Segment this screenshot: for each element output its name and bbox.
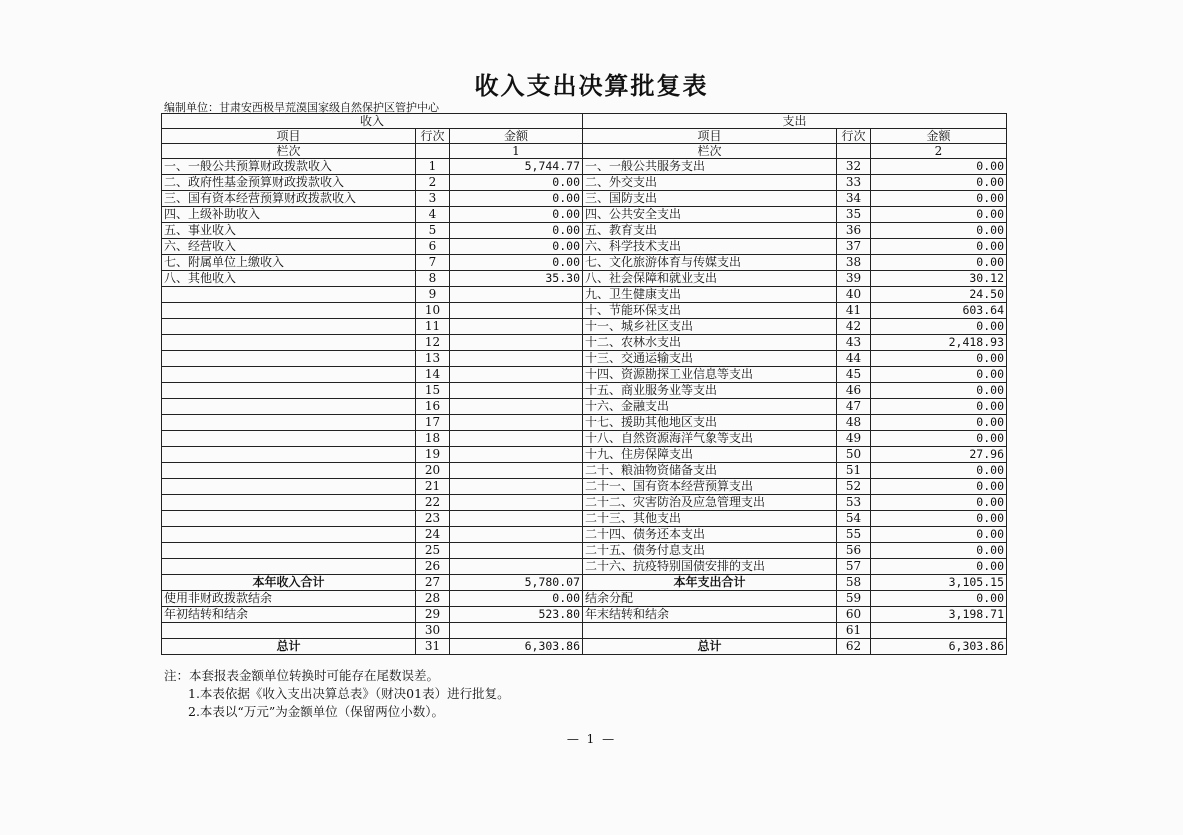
table-row (162, 479, 1007, 495)
income-amount-cell (450, 319, 583, 335)
income-rowno-cell: 2 (416, 175, 450, 191)
table-row (162, 271, 1007, 287)
expense-rowno-cell: 52 (837, 479, 871, 495)
income-amount-cell (450, 351, 583, 367)
expense-item-cell: 十五、商业服务业等支出 (583, 383, 837, 399)
income-amount-cell: 0.00 (450, 255, 583, 271)
income-amount-cell: 6,303.86 (450, 639, 583, 655)
expense-item-cell: 十七、援助其他地区支出 (583, 415, 837, 431)
expense-amount-cell: 24.50 (871, 287, 1007, 303)
expense-amount-cell: 0.00 (871, 319, 1007, 335)
income-item-cell: 一、一般公共预算财政拨款收入 (162, 159, 416, 175)
income-rowno-cell: 16 (416, 399, 450, 415)
expense-amount-cell: 0.00 (871, 383, 1007, 399)
income-rowno-cell: 20 (416, 463, 450, 479)
income-item-header: 项目 (162, 129, 416, 144)
expense-rowno-cell: 40 (837, 287, 871, 303)
income-item-cell (162, 303, 416, 319)
income-rowno-cell: 10 (416, 303, 450, 319)
income-amount-cell (450, 527, 583, 543)
expense-item-cell: 总计 (583, 639, 837, 655)
expense-item-cell: 十六、金融支出 (583, 399, 837, 415)
income-col-blank (416, 144, 450, 159)
income-rowno-cell: 31 (416, 639, 450, 655)
expense-item-cell: 十四、资源勘探工业信息等支出 (583, 367, 837, 383)
income-amount-cell (450, 447, 583, 463)
note-1: 1.本表依据《收入支出决算总表》（财决01表）进行批复。 (188, 686, 510, 701)
income-amount-cell (450, 399, 583, 415)
table-row (162, 463, 1007, 479)
expense-section-header: 支出 (583, 114, 1007, 129)
expense-item-cell: 二十一、国有资本经营预算支出 (583, 479, 837, 495)
income-item-cell (162, 431, 416, 447)
income-item-cell (162, 415, 416, 431)
income-item-cell (162, 319, 416, 335)
income-rowno-cell: 24 (416, 527, 450, 543)
expense-col-blank (837, 144, 871, 159)
income-amount-cell: 0.00 (450, 223, 583, 239)
table-row (162, 575, 1007, 591)
expense-item-cell: 本年支出合计 (583, 575, 837, 591)
table-row (162, 255, 1007, 271)
expense-amount-cell: 0.00 (871, 207, 1007, 223)
table-row (162, 447, 1007, 463)
table-row (162, 223, 1007, 239)
expense-rowno-cell: 35 (837, 207, 871, 223)
table-row (162, 383, 1007, 399)
expense-rowno-cell: 56 (837, 543, 871, 559)
income-rowno-cell: 30 (416, 623, 450, 639)
expense-rowno-cell: 57 (837, 559, 871, 575)
expense-amount-cell: 0.00 (871, 191, 1007, 207)
income-item-cell: 总计 (162, 639, 416, 655)
income-rowno-cell: 18 (416, 431, 450, 447)
income-amount-cell (450, 463, 583, 479)
income-rowno-cell: 23 (416, 511, 450, 527)
income-amount-cell (450, 367, 583, 383)
expense-rowno-cell: 50 (837, 447, 871, 463)
table-row (162, 319, 1007, 335)
note-2: 2.本表以“万元”为金额单位（保留两位小数）。 (188, 704, 444, 719)
column-index-row (162, 144, 1007, 159)
expense-rowno-cell: 39 (837, 271, 871, 287)
expense-amount-cell: 0.00 (871, 559, 1007, 575)
income-item-cell: 七、附属单位上缴收入 (162, 255, 416, 271)
expense-item-cell: 二十六、抗疫特别国债安排的支出 (583, 559, 837, 575)
expense-amount-cell: 0.00 (871, 591, 1007, 607)
table-row (162, 527, 1007, 543)
income-amount-cell (450, 431, 583, 447)
income-rowno-cell: 21 (416, 479, 450, 495)
expense-amount-cell: 603.64 (871, 303, 1007, 319)
expense-rowno-cell: 37 (837, 239, 871, 255)
expense-amount-cell: 0.00 (871, 223, 1007, 239)
income-rowno-cell: 25 (416, 543, 450, 559)
income-rowno-cell: 5 (416, 223, 450, 239)
income-amount-cell (450, 495, 583, 511)
expense-item-cell: 十三、交通运输支出 (583, 351, 837, 367)
expense-amount-cell: 27.96 (871, 447, 1007, 463)
expense-rowno-cell: 49 (837, 431, 871, 447)
income-amount-cell: 0.00 (450, 239, 583, 255)
income-item-cell (162, 559, 416, 575)
income-item-cell: 三、国有资本经营预算财政拨款收入 (162, 191, 416, 207)
table-row (162, 351, 1007, 367)
income-item-cell (162, 383, 416, 399)
expense-amount-cell: 2,418.93 (871, 335, 1007, 351)
income-item-cell: 六、经营收入 (162, 239, 416, 255)
expense-amount-cell (871, 623, 1007, 639)
income-item-cell (162, 447, 416, 463)
income-section-header: 收入 (162, 114, 583, 129)
expense-rowno-header: 行次 (837, 129, 871, 144)
income-amount-cell: 0.00 (450, 591, 583, 607)
table-row (162, 623, 1007, 639)
income-amount-cell: 35.30 (450, 271, 583, 287)
table-row (162, 639, 1007, 655)
expense-amount-header: 金额 (871, 129, 1007, 144)
expense-rowno-cell: 47 (837, 399, 871, 415)
document-title: 收入支出决算批复表 (474, 72, 709, 100)
income-rowno-cell: 7 (416, 255, 450, 271)
expense-rowno-cell: 51 (837, 463, 871, 479)
income-item-cell (162, 527, 416, 543)
income-rowno-cell: 15 (416, 383, 450, 399)
expense-amount-cell: 30.12 (871, 271, 1007, 287)
expense-amount-cell: 0.00 (871, 255, 1007, 271)
table-row (162, 495, 1007, 511)
table-row (162, 399, 1007, 415)
table-row (162, 367, 1007, 383)
income-item-cell (162, 623, 416, 639)
expense-rowno-cell: 62 (837, 639, 871, 655)
expense-item-cell: 二十三、其他支出 (583, 511, 837, 527)
table-row (162, 159, 1007, 175)
expense-item-header: 项目 (583, 129, 837, 144)
expense-amount-cell: 0.00 (871, 239, 1007, 255)
expense-amount-cell: 3,105.15 (871, 575, 1007, 591)
expense-item-cell: 三、国防支出 (583, 191, 837, 207)
income-amount-cell (450, 559, 583, 575)
expense-amount-cell: 0.00 (871, 415, 1007, 431)
table-row (162, 431, 1007, 447)
expense-rowno-cell: 33 (837, 175, 871, 191)
income-item-cell: 本年收入合计 (162, 575, 416, 591)
table-row (162, 511, 1007, 527)
income-col-index: 1 (450, 144, 583, 159)
income-rowno-cell: 6 (416, 239, 450, 255)
expense-amount-cell: 0.00 (871, 351, 1007, 367)
table-row (162, 607, 1007, 623)
income-rowno-cell: 14 (416, 367, 450, 383)
expense-rowno-cell: 41 (837, 303, 871, 319)
income-amount-cell: 0.00 (450, 207, 583, 223)
expense-rowno-cell: 61 (837, 623, 871, 639)
income-item-cell (162, 367, 416, 383)
table-row (162, 303, 1007, 319)
income-rowno-cell: 4 (416, 207, 450, 223)
expense-item-cell: 四、公共安全支出 (583, 207, 837, 223)
expense-rowno-cell: 38 (837, 255, 871, 271)
column-header-row (162, 129, 1007, 144)
table-row (162, 287, 1007, 303)
expense-item-cell: 十一、城乡社区支出 (583, 319, 837, 335)
table-row (162, 191, 1007, 207)
table-row (162, 239, 1007, 255)
income-amount-cell (450, 303, 583, 319)
income-rowno-cell: 9 (416, 287, 450, 303)
table-row (162, 175, 1007, 191)
income-rowno-cell: 13 (416, 351, 450, 367)
expense-item-cell: 二十四、债务还本支出 (583, 527, 837, 543)
expense-amount-cell: 0.00 (871, 511, 1007, 527)
expense-item-cell (583, 623, 837, 639)
expense-item-cell: 年末结转和结余 (583, 607, 837, 623)
expense-amount-cell: 0.00 (871, 431, 1007, 447)
income-amount-cell (450, 335, 583, 351)
income-rowno-cell: 26 (416, 559, 450, 575)
income-item-cell (162, 495, 416, 511)
income-item-cell (162, 287, 416, 303)
expense-amount-cell: 0.00 (871, 463, 1007, 479)
expense-item-cell: 十八、自然资源海洋气象等支出 (583, 431, 837, 447)
income-item-cell (162, 479, 416, 495)
reporting-unit: 编制单位：甘肃安西极旱荒漠国家级自然保护区管护中心 (164, 101, 439, 114)
expense-amount-cell: 0.00 (871, 399, 1007, 415)
income-rowno-cell: 1 (416, 159, 450, 175)
income-rowno-cell: 3 (416, 191, 450, 207)
expense-amount-cell: 0.00 (871, 527, 1007, 543)
expense-amount-cell: 0.00 (871, 495, 1007, 511)
expense-item-cell: 二、外交支出 (583, 175, 837, 191)
expense-rowno-cell: 59 (837, 591, 871, 607)
income-rowno-cell: 11 (416, 319, 450, 335)
income-amount-cell: 5,780.07 (450, 575, 583, 591)
expense-amount-cell: 0.00 (871, 479, 1007, 495)
expense-rowno-cell: 46 (837, 383, 871, 399)
expense-item-cell: 结余分配 (583, 591, 837, 607)
table-row (162, 559, 1007, 575)
income-amount-cell: 0.00 (450, 191, 583, 207)
income-rowno-cell: 12 (416, 335, 450, 351)
table-row (162, 543, 1007, 559)
expense-item-cell: 十九、住房保障支出 (583, 447, 837, 463)
expense-rowno-cell: 43 (837, 335, 871, 351)
expense-rowno-cell: 34 (837, 191, 871, 207)
expense-rowno-cell: 53 (837, 495, 871, 511)
income-amount-cell (450, 415, 583, 431)
income-item-cell (162, 463, 416, 479)
expense-item-cell: 十、节能环保支出 (583, 303, 837, 319)
expense-rowno-cell: 48 (837, 415, 871, 431)
income-rowno-cell: 29 (416, 607, 450, 623)
income-item-cell: 八、其他收入 (162, 271, 416, 287)
expense-amount-cell: 0.00 (871, 367, 1007, 383)
income-rowno-header: 行次 (416, 129, 450, 144)
income-amount-cell (450, 383, 583, 399)
expense-amount-cell: 0.00 (871, 159, 1007, 175)
income-item-cell (162, 543, 416, 559)
table-row (162, 335, 1007, 351)
expense-item-cell: 九、卫生健康支出 (583, 287, 837, 303)
income-rowno-cell: 19 (416, 447, 450, 463)
income-amount-cell: 5,744.77 (450, 159, 583, 175)
income-expense-table (161, 113, 1007, 655)
expense-item-cell: 七、文化旅游体育与传媒支出 (583, 255, 837, 271)
table-row (162, 591, 1007, 607)
expense-item-cell: 二十、粮油物资储备支出 (583, 463, 837, 479)
expense-rowno-cell: 60 (837, 607, 871, 623)
income-amount-cell (450, 623, 583, 639)
income-rowno-cell: 27 (416, 575, 450, 591)
expense-item-cell: 二十二、灾害防治及应急管理支出 (583, 495, 837, 511)
expense-item-cell: 一、一般公共服务支出 (583, 159, 837, 175)
table-row (162, 207, 1007, 223)
income-amount-cell: 523.80 (450, 607, 583, 623)
income-item-cell: 五、事业收入 (162, 223, 416, 239)
income-amount-cell (450, 287, 583, 303)
expense-rowno-cell: 42 (837, 319, 871, 335)
expense-rowno-cell: 54 (837, 511, 871, 527)
income-item-cell: 四、上级补助收入 (162, 207, 416, 223)
income-amount-cell (450, 479, 583, 495)
note-main: 注：本套报表金额单位转换时可能存在尾数误差。 (164, 668, 440, 683)
income-col-label: 栏次 (162, 144, 416, 159)
income-item-cell (162, 399, 416, 415)
expense-rowno-cell: 32 (837, 159, 871, 175)
income-rowno-cell: 22 (416, 495, 450, 511)
expense-amount-cell: 0.00 (871, 175, 1007, 191)
expense-rowno-cell: 55 (837, 527, 871, 543)
expense-rowno-cell: 45 (837, 367, 871, 383)
expense-item-cell: 八、社会保障和就业支出 (583, 271, 837, 287)
income-rowno-cell: 17 (416, 415, 450, 431)
expense-rowno-cell: 58 (837, 575, 871, 591)
expense-item-cell: 五、教育支出 (583, 223, 837, 239)
page-number: — 1 — (566, 732, 617, 746)
expense-item-cell: 六、科学技术支出 (583, 239, 837, 255)
expense-item-cell: 二十五、债务付息支出 (583, 543, 837, 559)
expense-rowno-cell: 36 (837, 223, 871, 239)
income-rowno-cell: 8 (416, 271, 450, 287)
section-header-row (162, 114, 1007, 129)
expense-amount-cell: 3,198.71 (871, 607, 1007, 623)
income-item-cell: 二、政府性基金预算财政拨款收入 (162, 175, 416, 191)
income-amount-cell (450, 543, 583, 559)
income-item-cell: 年初结转和结余 (162, 607, 416, 623)
expense-col-index: 2 (871, 144, 1007, 159)
expense-col-label: 栏次 (583, 144, 837, 159)
table-row (162, 415, 1007, 431)
income-item-cell: 使用非财政拨款结余 (162, 591, 416, 607)
expense-amount-cell: 0.00 (871, 543, 1007, 559)
income-rowno-cell: 28 (416, 591, 450, 607)
expense-amount-cell: 6,303.86 (871, 639, 1007, 655)
income-item-cell (162, 335, 416, 351)
income-item-cell (162, 511, 416, 527)
income-amount-cell (450, 511, 583, 527)
expense-rowno-cell: 44 (837, 351, 871, 367)
income-item-cell (162, 351, 416, 367)
expense-item-cell: 十二、农林水支出 (583, 335, 837, 351)
income-amount-header: 金额 (450, 129, 583, 144)
income-amount-cell: 0.00 (450, 175, 583, 191)
footnotes (164, 667, 510, 721)
